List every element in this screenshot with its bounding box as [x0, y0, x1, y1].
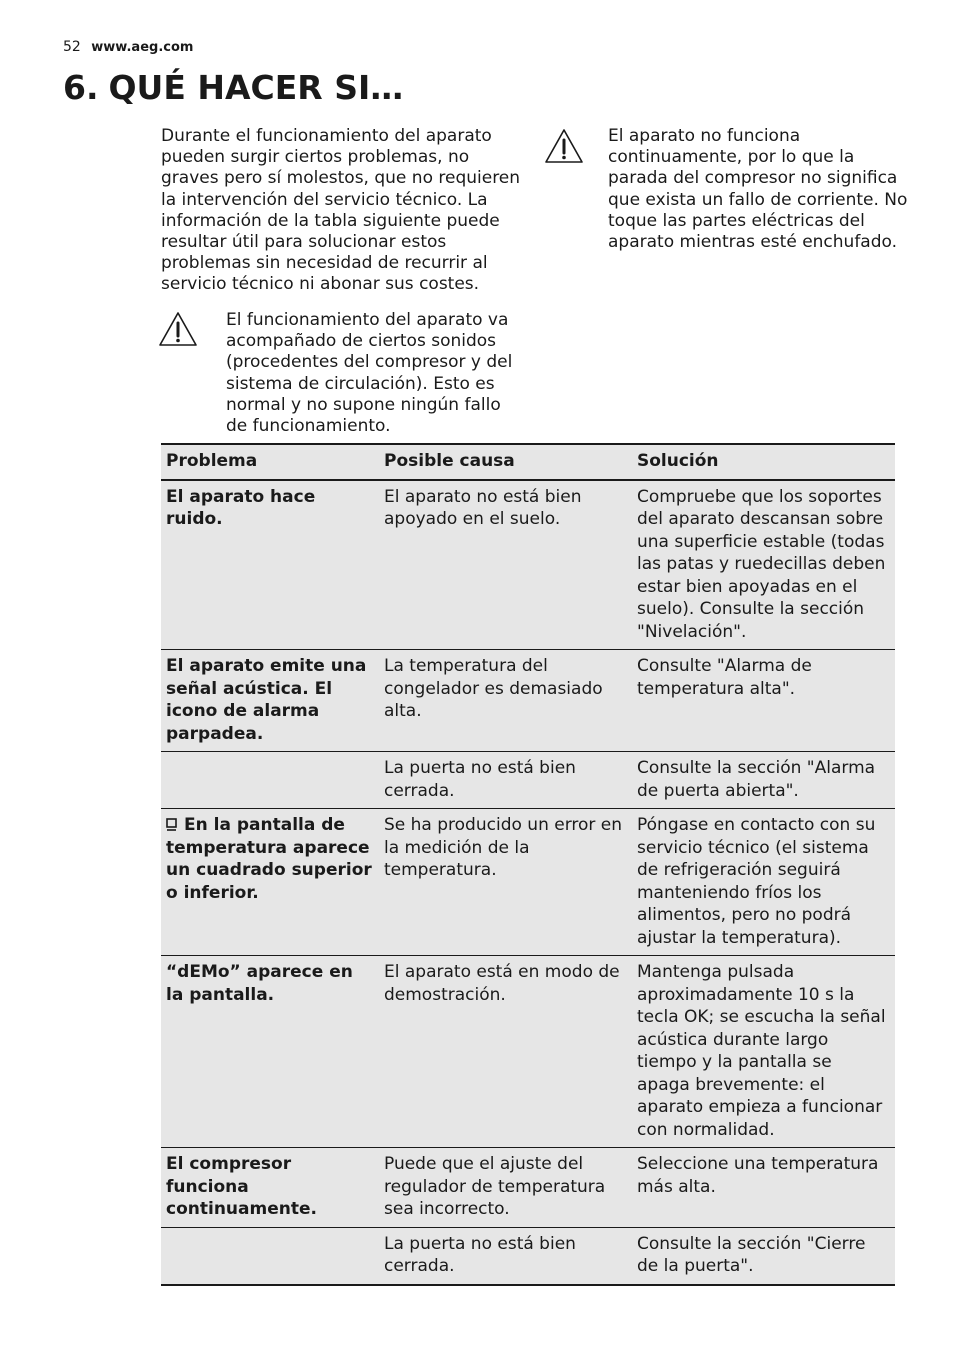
- warning-text-compressor: El aparato no funciona continuamente, por lo que la parada del compresor no significa que exista un fallo de corriente. No toque las partes eléctricas del aparato mientras esté enchufado.: [608, 126, 908, 253]
- section-title: [63, 66, 403, 110]
- problem-cell: [161, 809, 380, 955]
- column-header-cause: Posible causa: [384, 451, 515, 471]
- section-title-text: QUÉ HACER SI…: [108, 68, 404, 107]
- table-row: [161, 1147, 895, 1227]
- problem-text: En la pantalla de temperatura aparece un cuadrado superior o inferior.: [166, 815, 372, 903]
- warning-triangle-icon: [544, 128, 584, 164]
- warning-triangle-icon: [158, 311, 198, 347]
- table-row: [161, 480, 895, 650]
- problem-cell: El aparato emite una señal acústica. El icono de alarma parpadea.: [166, 656, 367, 744]
- solution-cell: Póngase en contacto con su servicio técnico (el sistema de refrigeración seguirá manteniendo fríos los alimentos, pero no podrá ajustar la temperatura).: [637, 815, 876, 948]
- website-url[interactable]: www.aeg.com: [91, 40, 194, 55]
- table-header-row: [161, 445, 895, 480]
- problem-cell: El aparato hace ruido.: [166, 486, 316, 529]
- table-row: [161, 955, 895, 1147]
- cause-cell: La temperatura del congelador es demasiado alta.: [384, 656, 603, 721]
- problem-cell: “dEMo” aparece en la pantalla.: [166, 962, 353, 1005]
- problem-cell: El compresor funciona continuamente.: [166, 1154, 317, 1219]
- cause-cell: La puerta no está bien cerrada.: [384, 1233, 576, 1276]
- table-row: [161, 808, 895, 955]
- column-header-problem: Problema: [166, 451, 258, 471]
- solution-cell: Compruebe que los soportes del aparato descansan sobre una superficie estable (todas las patas y ruedecillas deben estar bien apoyadas en el suelo). Consulte la sección "Nivelación".: [637, 486, 886, 642]
- table-row: [161, 751, 895, 808]
- cause-cell: El aparato está en modo de demostración.: [384, 962, 620, 1005]
- solution-cell: Seleccione una temperatura más alta.: [637, 1154, 879, 1197]
- troubleshooting-table: [161, 443, 895, 1286]
- solution-cell: Consulte la sección "Cierre de la puerta".: [637, 1233, 866, 1276]
- solution-cell: Mantenga pulsada aproximadamente 10 s la tecla OK; se escucha la señal acústica durante largo tiempo y la pantalla se apaga brevemente: el aparato empieza a funcionar con normalidad.: [637, 962, 886, 1140]
- warning-text-sounds: El funcionamiento del aparato va acompañado de ciertos sonidos (procedentes del compresor y del sistema de circulación). Esto es normal y no supone ningún fallo de funcionamiento.: [226, 310, 513, 437]
- cause-cell: Puede que el ajuste del regulador de temperatura sea incorrecto.: [384, 1154, 606, 1219]
- problem-cell: [161, 1228, 380, 1284]
- table-row: [161, 649, 895, 751]
- intro-paragraph: Durante el funcionamiento del aparato pueden surgir ciertos problemas, no graves pero sí molestos, que no requieren la intervención del servicio técnico. La información de la tabla siguiente puede resultar útil para solucionar estos problemas sin necesidad de recurrir al servicio técnico ni abonar sus costes.: [161, 126, 521, 295]
- section-number: 6.: [63, 68, 99, 107]
- page-header: [63, 38, 193, 57]
- problem-cell: [161, 752, 380, 808]
- solution-cell: Consulte "Alarma de temperatura alta".: [637, 656, 812, 699]
- table-row: [161, 1227, 895, 1284]
- cause-cell: La puerta no está bien cerrada.: [384, 758, 576, 801]
- solution-cell: Consulte la sección "Alarma de puerta abierta".: [637, 758, 876, 801]
- cause-cell: El aparato no está bien apoyado en el suelo.: [384, 486, 582, 529]
- cause-cell: Se ha producido un error en la medición de la temperatura.: [384, 815, 623, 880]
- page-number: 52: [63, 39, 81, 55]
- column-header-solution: Solución: [637, 451, 719, 471]
- display-square-icon: [166, 818, 176, 831]
